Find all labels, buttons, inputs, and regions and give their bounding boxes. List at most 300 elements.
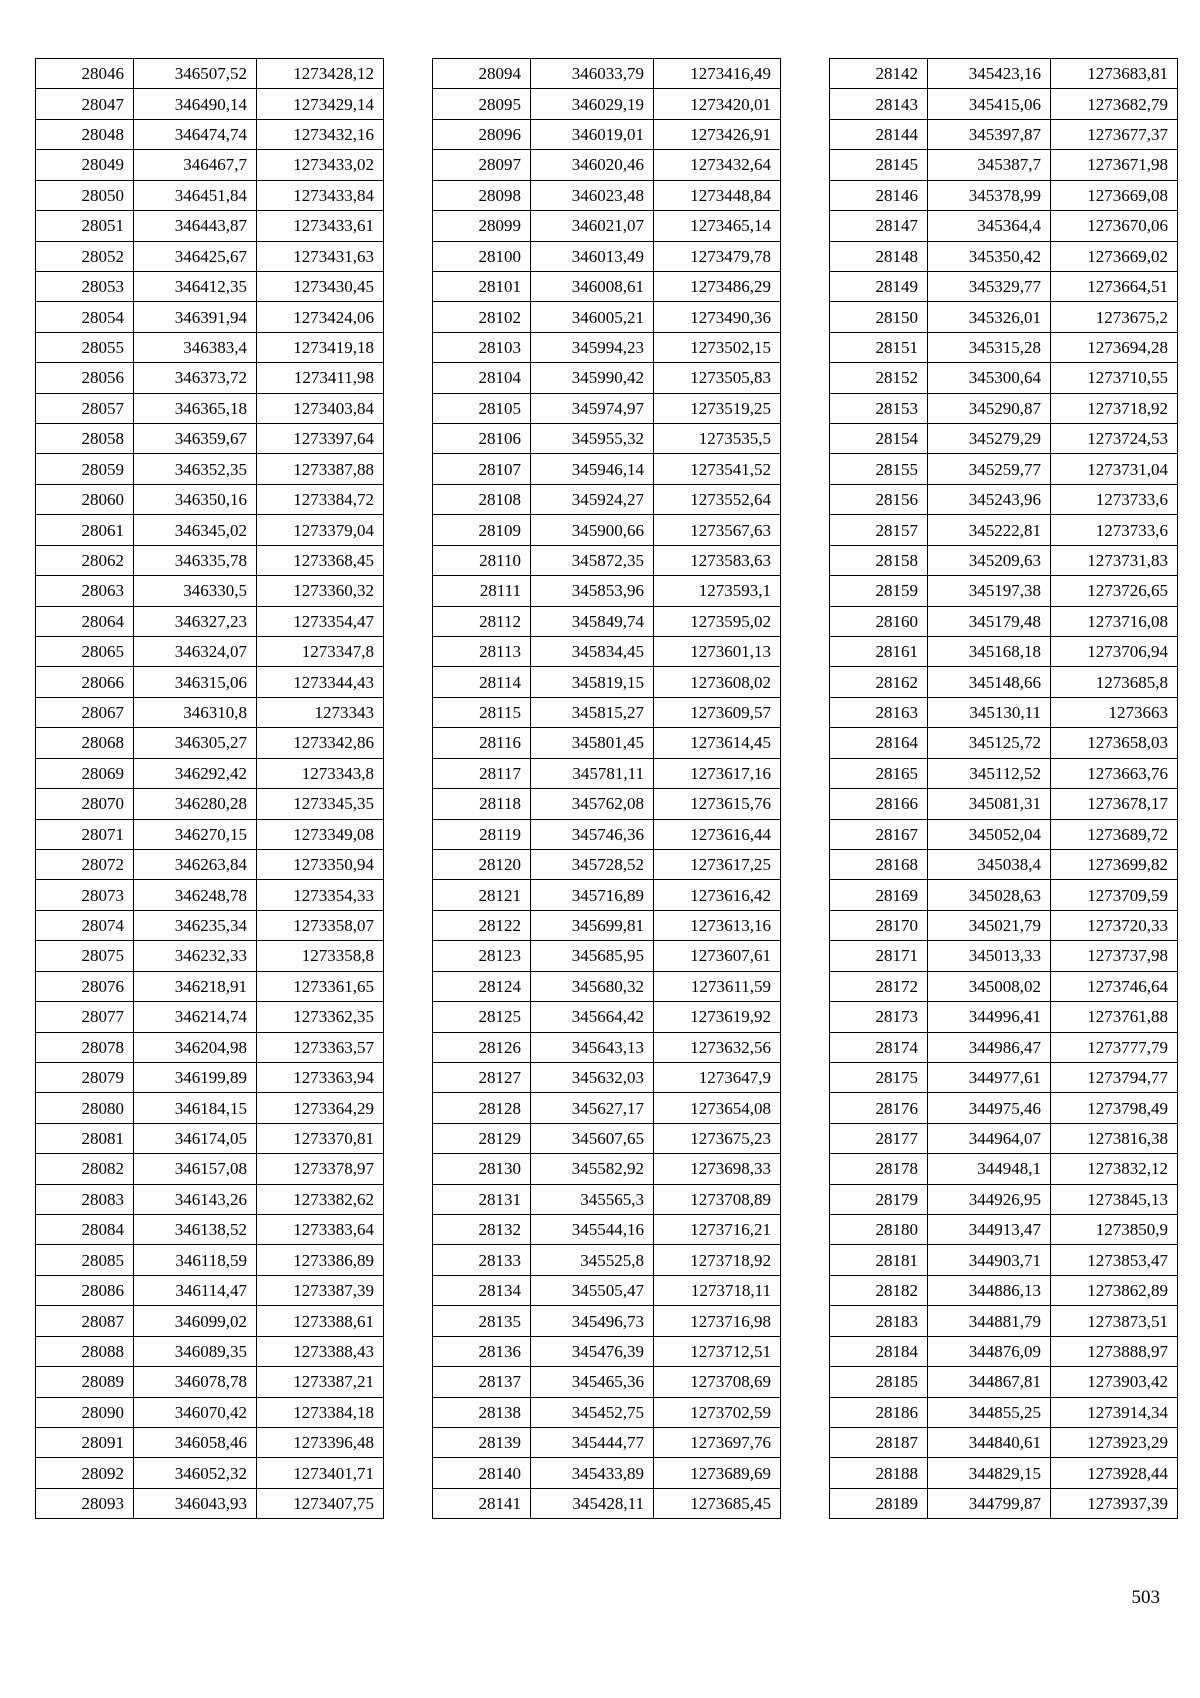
table-row: [830, 1336, 1178, 1366]
point-number-cell: 28050: [36, 180, 134, 210]
table-row: [36, 484, 384, 514]
y-coordinate-cell: 1273430,45: [257, 271, 384, 301]
table-row: [830, 576, 1178, 606]
x-coordinate-cell: 346058,46: [134, 1427, 257, 1457]
point-number-cell: 28175: [830, 1062, 928, 1092]
table-row: [433, 454, 781, 484]
y-coordinate-cell: 1273683,81: [1051, 59, 1178, 89]
x-coordinate-cell: 346359,67: [134, 424, 257, 454]
x-coordinate-cell: 345179,48: [928, 606, 1051, 636]
y-coordinate-cell: 1273726,65: [1051, 576, 1178, 606]
y-coordinate-cell: 1273382,62: [257, 1184, 384, 1214]
y-coordinate-cell: 1273663: [1051, 697, 1178, 727]
table-row: [830, 1458, 1178, 1488]
y-coordinate-cell: 1273364,29: [257, 1093, 384, 1123]
y-coordinate-cell: 1273798,49: [1051, 1093, 1178, 1123]
y-coordinate-cell: 1273428,12: [257, 59, 384, 89]
y-coordinate-cell: 1273403,84: [257, 393, 384, 423]
y-coordinate-cell: 1273619,92: [654, 1002, 781, 1032]
point-number-cell: 28065: [36, 637, 134, 667]
point-number-cell: 28078: [36, 1032, 134, 1062]
point-number-cell: 28126: [433, 1032, 531, 1062]
point-number-cell: 28046: [36, 59, 134, 89]
table-row: [433, 1062, 781, 1092]
x-coordinate-cell: 344996,41: [928, 1002, 1051, 1032]
table-row: [36, 59, 384, 89]
point-number-cell: 28147: [830, 211, 928, 241]
x-coordinate-cell: 345582,92: [531, 1154, 654, 1184]
x-coordinate-cell: 345433,89: [531, 1458, 654, 1488]
table-row: [36, 637, 384, 667]
x-coordinate-cell: 345021,79: [928, 910, 1051, 940]
x-coordinate-cell: 346248,78: [134, 880, 257, 910]
x-coordinate-cell: 345565,3: [531, 1184, 654, 1214]
table-row: [830, 241, 1178, 271]
y-coordinate-cell: 1273689,72: [1051, 819, 1178, 849]
x-coordinate-cell: 345924,27: [531, 484, 654, 514]
point-number-cell: 28129: [433, 1123, 531, 1153]
y-coordinate-cell: 1273347,8: [257, 637, 384, 667]
y-coordinate-cell: 1273383,64: [257, 1215, 384, 1245]
x-coordinate-cell: 345038,4: [928, 849, 1051, 879]
x-coordinate-cell: 345350,42: [928, 241, 1051, 271]
x-coordinate-cell: 345364,4: [928, 211, 1051, 241]
table-row: [36, 667, 384, 697]
table-row: [36, 119, 384, 149]
y-coordinate-cell: 1273632,56: [654, 1032, 781, 1062]
y-coordinate-cell: 1273607,61: [654, 941, 781, 971]
point-number-cell: 28108: [433, 484, 531, 514]
point-number-cell: 28049: [36, 150, 134, 180]
table-row: [36, 180, 384, 210]
point-number-cell: 28106: [433, 424, 531, 454]
y-coordinate-cell: 1273411,98: [257, 363, 384, 393]
table-row: [830, 1427, 1178, 1457]
x-coordinate-cell: 345946,14: [531, 454, 654, 484]
table-row: [433, 576, 781, 606]
table-row: [830, 1032, 1178, 1062]
point-number-cell: 28062: [36, 545, 134, 575]
x-coordinate-cell: 346324,07: [134, 637, 257, 667]
x-coordinate-cell: 345834,45: [531, 637, 654, 667]
point-number-cell: 28058: [36, 424, 134, 454]
point-number-cell: 28121: [433, 880, 531, 910]
table-row: [433, 515, 781, 545]
table-row: [830, 180, 1178, 210]
table-row: [36, 89, 384, 119]
point-number-cell: 28117: [433, 758, 531, 788]
y-coordinate-cell: 1273419,18: [257, 332, 384, 362]
point-number-cell: 28054: [36, 302, 134, 332]
table-row: [830, 697, 1178, 727]
y-coordinate-cell: 1273432,64: [654, 150, 781, 180]
x-coordinate-cell: 345197,38: [928, 576, 1051, 606]
y-coordinate-cell: 1273433,61: [257, 211, 384, 241]
x-coordinate-cell: 345112,52: [928, 758, 1051, 788]
table-row: [36, 849, 384, 879]
y-coordinate-cell: 1273733,6: [1051, 484, 1178, 514]
point-number-cell: 28111: [433, 576, 531, 606]
x-coordinate-cell: 346033,79: [531, 59, 654, 89]
x-coordinate-cell: 345415,06: [928, 89, 1051, 119]
y-coordinate-cell: 1273669,02: [1051, 241, 1178, 271]
y-coordinate-cell: 1273845,13: [1051, 1184, 1178, 1214]
y-coordinate-cell: 1273816,38: [1051, 1123, 1178, 1153]
point-number-cell: 28138: [433, 1397, 531, 1427]
table-row: [830, 606, 1178, 636]
x-coordinate-cell: 346412,35: [134, 271, 257, 301]
y-coordinate-cell: 1273362,35: [257, 1002, 384, 1032]
x-coordinate-cell: 346043,93: [134, 1488, 257, 1518]
point-number-cell: 28137: [433, 1367, 531, 1397]
table-row: [433, 211, 781, 241]
y-coordinate-cell: 1273519,25: [654, 393, 781, 423]
table-row: [830, 1154, 1178, 1184]
point-number-cell: 28169: [830, 880, 928, 910]
y-coordinate-cell: 1273685,8: [1051, 667, 1178, 697]
point-number-cell: 28182: [830, 1275, 928, 1305]
table-row: [433, 545, 781, 575]
x-coordinate-cell: 346310,8: [134, 697, 257, 727]
x-coordinate-cell: 346305,27: [134, 728, 257, 758]
y-coordinate-cell: 1273343,8: [257, 758, 384, 788]
table-row: [433, 1215, 781, 1245]
point-number-cell: 28144: [830, 119, 928, 149]
x-coordinate-cell: 345444,77: [531, 1427, 654, 1457]
x-coordinate-cell: 346008,61: [531, 271, 654, 301]
y-coordinate-cell: 1273702,59: [654, 1397, 781, 1427]
point-number-cell: 28164: [830, 728, 928, 758]
x-coordinate-cell: 344840,61: [928, 1427, 1051, 1457]
x-coordinate-cell: 344986,47: [928, 1032, 1051, 1062]
y-coordinate-cell: 1273731,04: [1051, 454, 1178, 484]
point-number-cell: 28084: [36, 1215, 134, 1245]
x-coordinate-cell: 345052,04: [928, 819, 1051, 849]
y-coordinate-cell: 1273388,43: [257, 1336, 384, 1366]
point-number-cell: 28145: [830, 150, 928, 180]
point-number-cell: 28172: [830, 971, 928, 1001]
x-coordinate-cell: 345955,32: [531, 424, 654, 454]
table-row: [36, 1458, 384, 1488]
y-coordinate-cell: 1273670,06: [1051, 211, 1178, 241]
y-coordinate-cell: 1273344,43: [257, 667, 384, 697]
table-row: [830, 332, 1178, 362]
table-row: [433, 819, 781, 849]
table-row: [36, 545, 384, 575]
table-row: [830, 1397, 1178, 1427]
table-row: [36, 1093, 384, 1123]
y-coordinate-cell: 1273664,51: [1051, 271, 1178, 301]
point-number-cell: 28160: [830, 606, 928, 636]
x-coordinate-cell: 346270,15: [134, 819, 257, 849]
table-row: [433, 1245, 781, 1275]
point-number-cell: 28161: [830, 637, 928, 667]
point-number-cell: 28082: [36, 1154, 134, 1184]
y-coordinate-cell: 1273608,02: [654, 667, 781, 697]
y-coordinate-cell: 1273617,25: [654, 849, 781, 879]
x-coordinate-cell: 344799,87: [928, 1488, 1051, 1518]
table-row: [433, 758, 781, 788]
y-coordinate-cell: 1273737,98: [1051, 941, 1178, 971]
point-number-cell: 28090: [36, 1397, 134, 1427]
point-number-cell: 28085: [36, 1245, 134, 1275]
y-coordinate-cell: 1273682,79: [1051, 89, 1178, 119]
y-coordinate-cell: 1273654,08: [654, 1093, 781, 1123]
table-row: [830, 302, 1178, 332]
x-coordinate-cell: 345326,01: [928, 302, 1051, 332]
table-row: [830, 59, 1178, 89]
x-coordinate-cell: 346143,26: [134, 1184, 257, 1214]
table-row: [830, 1275, 1178, 1305]
y-coordinate-cell: 1273914,34: [1051, 1397, 1178, 1427]
x-coordinate-cell: 344948,1: [928, 1154, 1051, 1184]
y-coordinate-cell: 1273368,45: [257, 545, 384, 575]
table-row: [830, 819, 1178, 849]
y-coordinate-cell: 1273677,37: [1051, 119, 1178, 149]
table-row: [36, 1336, 384, 1366]
table-row: [433, 1427, 781, 1457]
point-number-cell: 28174: [830, 1032, 928, 1062]
point-number-cell: 28124: [433, 971, 531, 1001]
y-coordinate-cell: 1273777,79: [1051, 1032, 1178, 1062]
table-row: [433, 1397, 781, 1427]
y-coordinate-cell: 1273671,98: [1051, 150, 1178, 180]
x-coordinate-cell: 346373,72: [134, 363, 257, 393]
x-coordinate-cell: 345815,27: [531, 697, 654, 727]
point-number-cell: 28101: [433, 271, 531, 301]
point-number-cell: 28154: [830, 424, 928, 454]
y-coordinate-cell: 1273433,84: [257, 180, 384, 210]
x-coordinate-cell: 345378,99: [928, 180, 1051, 210]
y-coordinate-cell: 1273675,23: [654, 1123, 781, 1153]
x-coordinate-cell: 345849,74: [531, 606, 654, 636]
table-row: [433, 332, 781, 362]
table-row: [433, 606, 781, 636]
table-row: [433, 119, 781, 149]
point-number-cell: 28176: [830, 1093, 928, 1123]
y-coordinate-cell: 1273567,63: [654, 515, 781, 545]
table-row: [830, 545, 1178, 575]
y-coordinate-cell: 1273850,9: [1051, 1215, 1178, 1245]
point-number-cell: 28077: [36, 1002, 134, 1032]
table-row: [830, 1123, 1178, 1153]
point-number-cell: 28178: [830, 1154, 928, 1184]
point-number-cell: 28105: [433, 393, 531, 423]
y-coordinate-cell: 1273363,94: [257, 1062, 384, 1092]
point-number-cell: 28109: [433, 515, 531, 545]
table-row: [830, 1488, 1178, 1518]
table-row: [36, 150, 384, 180]
point-number-cell: 28181: [830, 1245, 928, 1275]
x-coordinate-cell: 346023,48: [531, 180, 654, 210]
y-coordinate-cell: 1273716,21: [654, 1215, 781, 1245]
x-coordinate-cell: 345699,81: [531, 910, 654, 940]
point-number-cell: 28156: [830, 484, 928, 514]
y-coordinate-cell: 1273354,33: [257, 880, 384, 910]
table-row: [830, 1215, 1178, 1245]
x-coordinate-cell: 346383,4: [134, 332, 257, 362]
y-coordinate-cell: 1273647,9: [654, 1062, 781, 1092]
point-number-cell: 28072: [36, 849, 134, 879]
table-row: [36, 576, 384, 606]
y-coordinate-cell: 1273384,18: [257, 1397, 384, 1427]
table-row: [830, 849, 1178, 879]
y-coordinate-cell: 1273675,2: [1051, 302, 1178, 332]
table-row: [36, 1488, 384, 1518]
x-coordinate-cell: 345544,16: [531, 1215, 654, 1245]
x-coordinate-cell: 346218,91: [134, 971, 257, 1001]
point-number-cell: 28165: [830, 758, 928, 788]
x-coordinate-cell: 345428,11: [531, 1488, 654, 1518]
y-coordinate-cell: 1273349,08: [257, 819, 384, 849]
table-row: [36, 1427, 384, 1457]
y-coordinate-cell: 1273345,35: [257, 789, 384, 819]
table-row: [830, 424, 1178, 454]
x-coordinate-cell: 346204,98: [134, 1032, 257, 1062]
table-row: [830, 667, 1178, 697]
y-coordinate-cell: 1273706,94: [1051, 637, 1178, 667]
point-number-cell: 28060: [36, 484, 134, 514]
x-coordinate-cell: 346099,02: [134, 1306, 257, 1336]
point-number-cell: 28075: [36, 941, 134, 971]
x-coordinate-cell: 346157,08: [134, 1154, 257, 1184]
y-coordinate-cell: 1273386,89: [257, 1245, 384, 1275]
x-coordinate-cell: 345680,32: [531, 971, 654, 1001]
table-row: [36, 728, 384, 758]
x-coordinate-cell: 345974,97: [531, 393, 654, 423]
table-row: [830, 1062, 1178, 1092]
x-coordinate-cell: 346118,59: [134, 1245, 257, 1275]
point-number-cell: 28163: [830, 697, 928, 727]
x-coordinate-cell: 345081,31: [928, 789, 1051, 819]
y-coordinate-cell: 1273794,77: [1051, 1062, 1178, 1092]
x-coordinate-cell: 345452,75: [531, 1397, 654, 1427]
x-coordinate-cell: 346138,52: [134, 1215, 257, 1245]
point-number-cell: 28127: [433, 1062, 531, 1092]
x-coordinate-cell: 345243,96: [928, 484, 1051, 514]
x-coordinate-cell: 345397,87: [928, 119, 1051, 149]
y-coordinate-cell: 1273379,04: [257, 515, 384, 545]
table-row: [36, 363, 384, 393]
point-number-cell: 28056: [36, 363, 134, 393]
table-row: [433, 971, 781, 1001]
point-number-cell: 28142: [830, 59, 928, 89]
table-row: [433, 637, 781, 667]
y-coordinate-cell: 1273699,82: [1051, 849, 1178, 879]
y-coordinate-cell: 1273384,72: [257, 484, 384, 514]
point-number-cell: 28180: [830, 1215, 928, 1245]
x-coordinate-cell: 346174,05: [134, 1123, 257, 1153]
point-number-cell: 28051: [36, 211, 134, 241]
point-number-cell: 28170: [830, 910, 928, 940]
table-row: [433, 424, 781, 454]
point-number-cell: 28067: [36, 697, 134, 727]
x-coordinate-cell: 346330,5: [134, 576, 257, 606]
x-coordinate-cell: 344886,13: [928, 1275, 1051, 1305]
table-row: [433, 1488, 781, 1518]
point-number-cell: 28081: [36, 1123, 134, 1153]
point-number-cell: 28125: [433, 1002, 531, 1032]
x-coordinate-cell: 345290,87: [928, 393, 1051, 423]
table-row: [36, 758, 384, 788]
point-number-cell: 28088: [36, 1336, 134, 1366]
point-number-cell: 28063: [36, 576, 134, 606]
y-coordinate-cell: 1273718,11: [654, 1275, 781, 1305]
x-coordinate-cell: 344881,79: [928, 1306, 1051, 1336]
x-coordinate-cell: 345627,17: [531, 1093, 654, 1123]
y-coordinate-cell: 1273689,69: [654, 1458, 781, 1488]
y-coordinate-cell: 1273429,14: [257, 89, 384, 119]
y-coordinate-cell: 1273710,55: [1051, 363, 1178, 393]
coordinates-table-2: [432, 58, 781, 1519]
point-number-cell: 28139: [433, 1427, 531, 1457]
point-number-cell: 28143: [830, 89, 928, 119]
y-coordinate-cell: 1273401,71: [257, 1458, 384, 1488]
x-coordinate-cell: 344855,25: [928, 1397, 1051, 1427]
table-row: [433, 1032, 781, 1062]
y-coordinate-cell: 1273832,12: [1051, 1154, 1178, 1184]
point-number-cell: 28094: [433, 59, 531, 89]
y-coordinate-cell: 1273465,14: [654, 211, 781, 241]
table-row: [433, 1123, 781, 1153]
y-coordinate-cell: 1273358,07: [257, 910, 384, 940]
point-number-cell: 28157: [830, 515, 928, 545]
point-number-cell: 28183: [830, 1306, 928, 1336]
table-row: [830, 119, 1178, 149]
point-number-cell: 28153: [830, 393, 928, 423]
x-coordinate-cell: 345476,39: [531, 1336, 654, 1366]
x-coordinate-cell: 345028,63: [928, 880, 1051, 910]
point-number-cell: 28104: [433, 363, 531, 393]
table-row: [830, 941, 1178, 971]
y-coordinate-cell: 1273387,88: [257, 454, 384, 484]
y-coordinate-cell: 1273363,57: [257, 1032, 384, 1062]
x-coordinate-cell: 345465,36: [531, 1367, 654, 1397]
point-number-cell: 28098: [433, 180, 531, 210]
y-coordinate-cell: 1273678,17: [1051, 789, 1178, 819]
table-row: [36, 1306, 384, 1336]
point-number-cell: 28188: [830, 1458, 928, 1488]
table-row: [433, 728, 781, 758]
point-number-cell: 28162: [830, 667, 928, 697]
y-coordinate-cell: 1273358,8: [257, 941, 384, 971]
point-number-cell: 28048: [36, 119, 134, 149]
x-coordinate-cell: 345762,08: [531, 789, 654, 819]
x-coordinate-cell: 346280,28: [134, 789, 257, 819]
y-coordinate-cell: 1273378,97: [257, 1154, 384, 1184]
x-coordinate-cell: 345632,03: [531, 1062, 654, 1092]
x-coordinate-cell: 345168,18: [928, 637, 1051, 667]
table-row: [830, 89, 1178, 119]
table-row: [36, 454, 384, 484]
y-coordinate-cell: 1273733,6: [1051, 515, 1178, 545]
x-coordinate-cell: 346020,46: [531, 150, 654, 180]
x-coordinate-cell: 346114,47: [134, 1275, 257, 1305]
y-coordinate-cell: 1273595,02: [654, 606, 781, 636]
table-row: [830, 393, 1178, 423]
table-row: [830, 1245, 1178, 1275]
y-coordinate-cell: 1273617,16: [654, 758, 781, 788]
x-coordinate-cell: 345013,33: [928, 941, 1051, 971]
x-coordinate-cell: 346365,18: [134, 393, 257, 423]
point-number-cell: 28155: [830, 454, 928, 484]
point-number-cell: 28112: [433, 606, 531, 636]
point-number-cell: 28168: [830, 849, 928, 879]
table-row: [433, 1184, 781, 1214]
table-row: [36, 393, 384, 423]
y-coordinate-cell: 1273616,44: [654, 819, 781, 849]
x-coordinate-cell: 346029,19: [531, 89, 654, 119]
